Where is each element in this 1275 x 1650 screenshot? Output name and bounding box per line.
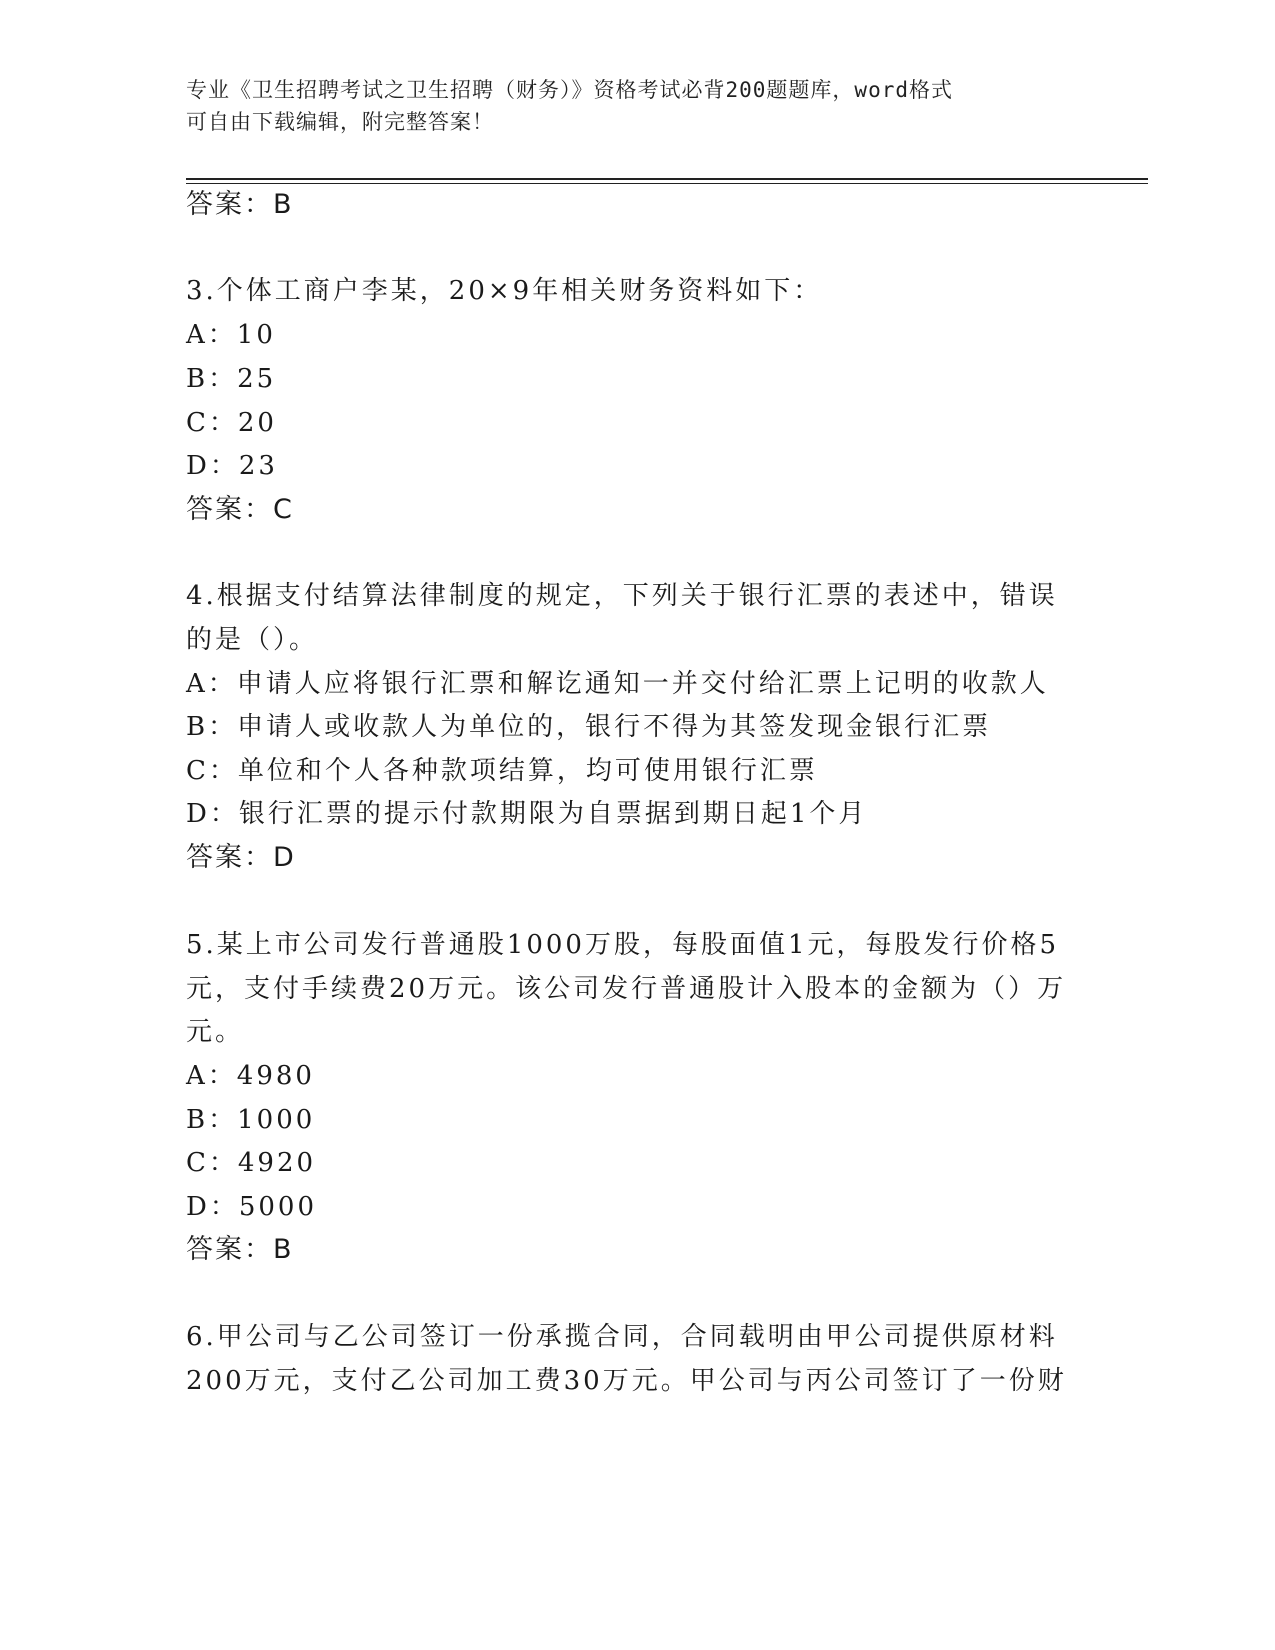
- option-d: D：5000: [186, 1192, 318, 1222]
- option-a: A：4980: [186, 1061, 315, 1091]
- answer-line: 答案：C: [186, 494, 294, 525]
- header-line-1: 专业《卫生招聘考试之卫生招聘（财务）》资格考试必背200题题库，word格式: [186, 78, 953, 102]
- header-line-2: 可自由下载编辑，附完整答案！: [186, 110, 494, 134]
- question-stem: 3.个体工商户李某，20×9年相关财务资料如下：: [186, 276, 823, 306]
- option-d: D：23: [186, 451, 278, 481]
- question-stem-cont: 元。: [186, 1017, 245, 1047]
- answer-line: 答案：B: [186, 1234, 294, 1265]
- header-rule-thick: [186, 178, 1148, 180]
- option-a: A：10: [186, 320, 276, 350]
- page-header: [186, 74, 1066, 138]
- option-b: B：25: [186, 364, 277, 394]
- option-b: B：1000: [186, 1105, 316, 1135]
- option-c: C：单位和个人各种款项结算，均可使用银行汇票: [186, 756, 818, 786]
- option-c: C：4920: [186, 1148, 317, 1178]
- question-stem: 5.某上市公司发行普通股1000万股，每股面值1元，每股发行价格5: [186, 930, 1060, 960]
- header-rule-thin: [186, 183, 1148, 184]
- option-d: D：银行汇票的提示付款期限为自票据到期日起1个月: [186, 799, 868, 829]
- option-b: B：申请人或收款人为单位的，银行不得为其签发现金银行汇票: [186, 712, 992, 742]
- answer-line: 答案：D: [186, 842, 296, 873]
- option-c: C：20: [186, 408, 277, 438]
- question-stem-cont: 200万元，支付乙公司加工费30万元。甲公司与丙公司签订了一份财: [186, 1366, 1067, 1396]
- question-stem-cont: 元，支付手续费20万元。该公司发行普通股计入股本的金额为（）万: [186, 974, 1067, 1004]
- question-stem: 4.根据支付结算法律制度的规定，下列关于银行汇票的表述中，错误: [186, 581, 1058, 611]
- option-a: A：申请人应将银行汇票和解讫通知一并交付给汇票上记明的收款人: [186, 669, 1049, 699]
- question-stem: 6.甲公司与乙公司签订一份承揽合同，合同载明由甲公司提供原材料: [186, 1322, 1058, 1352]
- question-stem-cont: 的是（）。: [186, 625, 319, 655]
- answer-line: 答案：B: [186, 189, 294, 220]
